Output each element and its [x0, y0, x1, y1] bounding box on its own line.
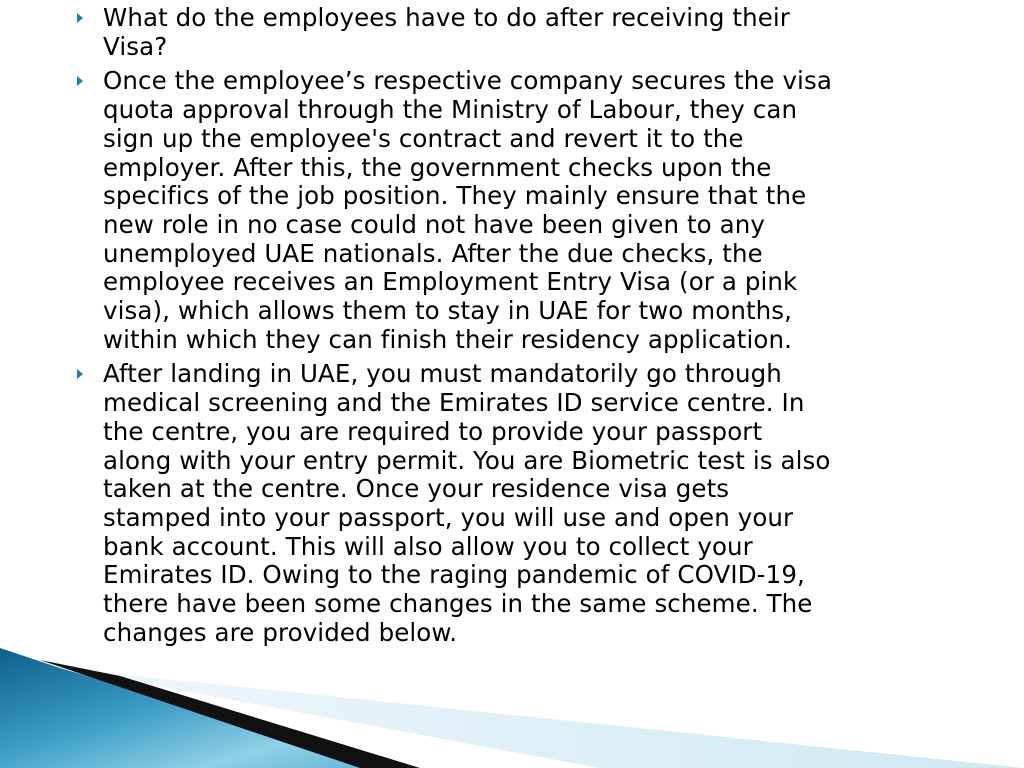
bullet-arrow-icon [77, 369, 83, 379]
bullet-text: After landing in UAE, you must mandatorily go through medical screening and the Emirates ID service centre. In the centre, you are required to provide your passport along with your entry permit. You are Biometric test is also taken at the centre. Once your residence visa gets stamped into your passport, you will use and open your bank account. This will also allow you to collect your Emirates ID. Owing to the raging pandemic of COVID-19, there have been some changes in the same scheme. The changes are provided below. [103, 359, 831, 647]
decor-blue-wedge [0, 648, 400, 768]
bullet-item-visa-process [70, 67, 970, 354]
bullet-text: Once the employee’s respective company secures the visa quota approval through the Ministry of Labour, they can sign up the employee's contract and revert it to the employer. After this, the government checks upon the specifics of the job position. They mainly ensure that the new role in no case could not have been given to any unemployed UAE nationals. After the due checks, the employee receives an Employment Entry Visa (or a pink visa), which allows them to stay in UAE for two months, within which they can finish their residency application. [103, 66, 832, 354]
bullet-list [70, 4, 970, 653]
decor-pale-wedge [60, 668, 1024, 768]
decor-black-stripe [40, 660, 420, 768]
bullet-arrow-icon [77, 76, 83, 86]
bullet-item-question [70, 4, 970, 61]
bullet-text: What do the employees have to do after receiving their Visa? [103, 3, 790, 61]
bullet-item-after-landing [70, 360, 970, 647]
bullet-arrow-icon [77, 13, 83, 23]
